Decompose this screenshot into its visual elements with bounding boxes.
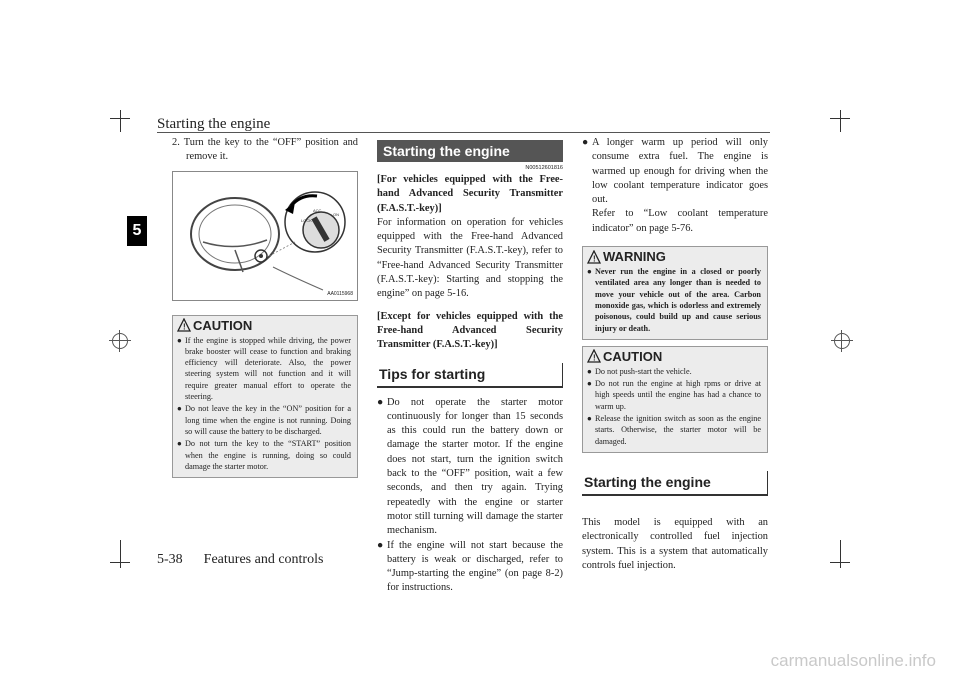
crop-mark — [840, 110, 841, 132]
svg-text:!: ! — [593, 254, 596, 264]
caution-title: CAUTION — [603, 348, 663, 364]
bullet-icon: ● — [587, 366, 592, 376]
caution-item: ● Do not run the engine at high rpms or drive at high speeds until the engine has had a chance to warm up. — [587, 379, 761, 411]
step-2-text: 2. Turn the key to the “OFF” position and remove it. — [172, 137, 358, 163]
caution-title: CAUTION — [193, 317, 253, 333]
crop-mark — [830, 562, 850, 563]
bullet-icon: ● — [587, 379, 592, 389]
steering-wheel-key-drawing — [173, 172, 359, 300]
crop-mark — [120, 110, 121, 132]
bullet-icon: ● — [177, 335, 182, 345]
ignition-key-illustration — [172, 171, 358, 301]
bullet-icon: ● — [377, 539, 384, 551]
caution-item: ● Do not push-start the vehicle. — [587, 366, 692, 376]
warning-triangle-icon — [587, 250, 601, 264]
caution-header — [173, 316, 357, 333]
except-heading: [Except for vehicles equipped with the Free-hand Advanced Security Transmitter (F.A.S.T.-key)] — [377, 310, 563, 351]
column-2 — [377, 136, 563, 596]
caution-triangle-icon — [587, 349, 601, 363]
caution-triangle-icon — [177, 318, 191, 332]
caution-box — [582, 346, 768, 453]
caution-item: ● Do not turn the key to the “START” position when the engine is running, doing so could damage the starter motor. — [177, 439, 351, 471]
caution-item: ● If the engine is stopped while driving, the power brake booster will cease to function and braking efficiency will deteriorate. Also, the power steering system will not function and it will require greater manual effort to operate the steering. — [177, 335, 351, 402]
svg-text:!: ! — [593, 353, 596, 363]
watermark-text: carmanualsonline.info — [770, 651, 936, 670]
crop-mark — [840, 540, 841, 568]
page-footer — [157, 552, 323, 568]
warmup-refer: Refer to “Low coolant temperature indicator” on page 5-76. — [592, 208, 768, 234]
section-title-starting: Starting the engine — [377, 140, 563, 162]
tip-item: ● Do not operate the starter motor continuously for longer than 15 seconds as this could run the battery down or damage the starter motor. If the engine does not start, turn the ignition switch back to the “OFF” position, wait a few seconds, and then try again. Trying repeatedly with the engine or starter motor still turning will damage the starter mechanism. — [377, 396, 563, 537]
tips-title: Tips for starting — [377, 363, 563, 388]
svg-text:LOCK: LOCK — [301, 217, 312, 223]
warning-box — [582, 246, 768, 340]
bullet-icon: ● — [377, 396, 384, 408]
warning-item: ● Never run the engine in a closed or poorly ventilated area any longer than is needed to move your vehicle out of the area. Carbon monoxide gas, which is odorless and extremely poisonous, could build up and cause serious injury or death. — [587, 267, 761, 333]
column-3 — [582, 136, 768, 573]
fast-key-text: For information on operation for vehicles equipped with the Free-hand Advanced Security Transmitter (F.A.S.T.-key), refer to “Free-hand Advanced Security Transmitter (F.A.S.T.-key): Starting and stopping the engine” on page 5-16. — [377, 216, 563, 300]
bullet-icon: ● — [582, 137, 589, 148]
column-1 — [172, 136, 358, 478]
bullet-icon: ● — [587, 267, 592, 277]
caution-item: ● Do not leave the key in the “ON” position for a long time when the engine is not running. Doing so will cause the battery to be discharged. — [177, 404, 351, 436]
bullet-icon: ● — [587, 414, 592, 424]
footer-section: Features and controls — [203, 552, 324, 567]
warmup-item: ● A longer warm up period will only consume extra fuel. The engine is warmed up enough for driving when the low coolant temperature indicator goes out. — [582, 137, 768, 206]
section-code: N00512601816 — [525, 165, 563, 171]
crop-mark — [120, 540, 121, 568]
bullet-icon: ● — [177, 439, 182, 449]
caution-box — [172, 315, 358, 479]
registration-mark — [834, 333, 850, 349]
fast-key-heading: [For vehicles equipped with the Free-hand Advanced Security Transmitter (F.A.S.T.-key)] — [377, 174, 563, 214]
section-title-starting-2: Starting the engine — [582, 471, 768, 496]
page-number: 5-38 — [157, 552, 183, 567]
tip-item: ● If the engine will not start because the battery is weak or discharged, refer to “Jump-starting the engine” (on page 8-2) for instructions. — [377, 539, 563, 594]
warning-header — [583, 247, 767, 264]
crop-mark — [830, 118, 850, 119]
header-rule — [157, 132, 770, 133]
figure-code: AA0115968 — [327, 290, 353, 297]
bullet-icon: ● — [177, 404, 182, 414]
svg-text:ACC: ACC — [313, 207, 322, 213]
crop-mark — [110, 562, 130, 563]
chapter-tab: 5 — [127, 216, 147, 246]
registration-mark — [112, 333, 128, 349]
svg-text:ON: ON — [333, 211, 339, 217]
crop-mark — [110, 118, 130, 119]
caution-item: ● Release the ignition switch as soon as the engine starts. Otherwise, the starter motor will be damaged. — [587, 414, 761, 446]
caution-header — [583, 347, 767, 364]
svg-text:!: ! — [183, 322, 186, 332]
warning-title: WARNING — [603, 249, 666, 265]
page-header-title: Starting the engine — [157, 116, 271, 132]
injection-text: This model is equipped with an electronically controlled fuel injection system. This is a system that automatically controls fuel injection. — [582, 516, 768, 571]
